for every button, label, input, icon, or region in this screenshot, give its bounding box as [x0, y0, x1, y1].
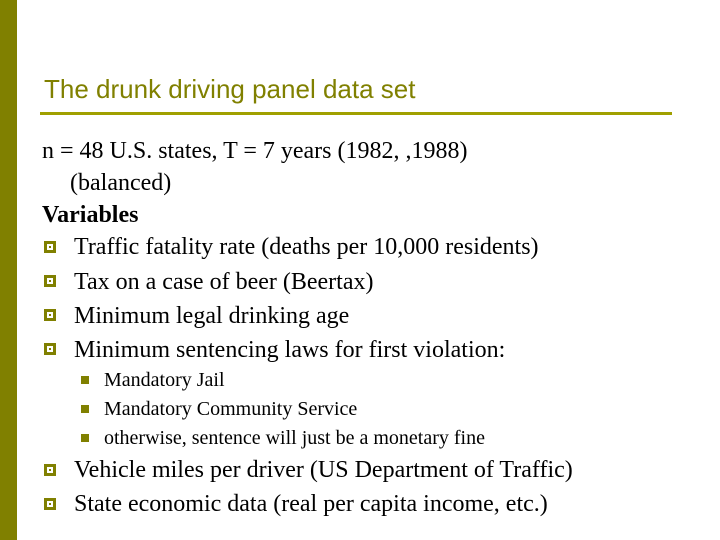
sub-bullet-item-fine: otherwise, sentence will just be a monetary fine — [104, 427, 485, 449]
bullet-item-fatality-rate: Traffic fatality rate (deaths per 10,000 residents) — [74, 234, 539, 260]
sub-bullet-item-community-service: Mandatory Community Service — [104, 398, 358, 420]
slide-title: The drunk driving panel data set — [44, 74, 416, 104]
bullet-square-icon — [44, 309, 56, 321]
left-accent-bar — [0, 0, 17, 540]
title-underline — [40, 112, 672, 115]
sub-bullet-item-jail: Mandatory Jail — [104, 369, 225, 391]
bullet-square-icon — [44, 241, 56, 253]
intro-line-1: n = 48 U.S. states, T = 7 years (1982, ,1988) — [42, 138, 468, 164]
bullet-item-economic-data: State economic data (real per capita income, etc.) — [74, 491, 548, 517]
variables-heading: Variables — [42, 202, 139, 228]
bullet-square-icon — [44, 343, 56, 355]
bullet-item-vehicle-miles: Vehicle miles per driver (US Department of Traffic) — [74, 457, 573, 483]
sub-bullet-square-icon — [81, 434, 89, 442]
bullet-item-beer-tax: Tax on a case of beer (Beertax) — [74, 269, 374, 295]
intro-line-2: (balanced) — [70, 170, 172, 196]
sub-bullet-square-icon — [81, 376, 89, 384]
sub-bullet-square-icon — [81, 405, 89, 413]
bullet-item-sentencing-laws: Minimum sentencing laws for first violation: — [74, 337, 506, 363]
bullet-square-icon — [44, 464, 56, 476]
bullet-square-icon — [44, 275, 56, 287]
bullet-item-drinking-age: Minimum legal drinking age — [74, 303, 350, 329]
bullet-square-icon — [44, 498, 56, 510]
